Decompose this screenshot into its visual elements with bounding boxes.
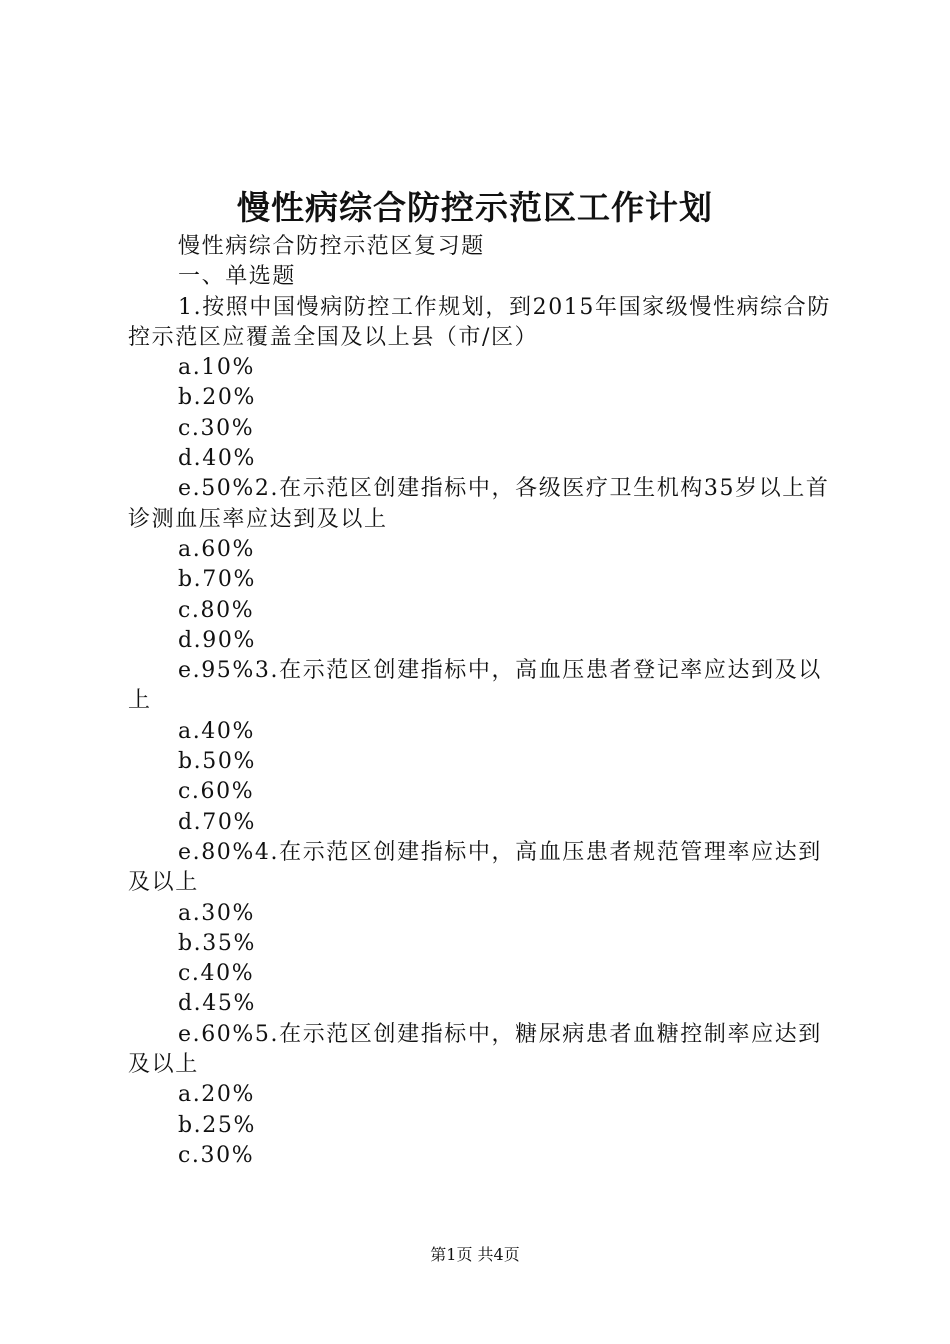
question-4: e.80%4.在示范区创建指标中，高血压患者规范管理率应达到及以上	[128, 839, 822, 896]
option-line: d.70%	[178, 809, 256, 835]
option-line: a.20%	[178, 1082, 256, 1108]
option-line: b.50%	[178, 749, 256, 775]
option-line: a.40%	[178, 718, 256, 744]
option-line: d.45%	[178, 991, 256, 1017]
document-title: 慢性病综合防控示范区工作计划	[237, 188, 713, 227]
question-1: 1.按照中国慢病防控工作规划，到2015年国家级慢性病综合防控示范区应覆盖全国及以上县（市/区）	[128, 294, 831, 350]
option-line: c.30%	[178, 415, 255, 441]
option-line: c.40%	[178, 961, 255, 987]
question-2: e.50%2.在示范区创建指标中，各级医疗卫生机构35岁以上首诊测血压率应达到及以上	[128, 476, 830, 532]
option-line: c.30%	[178, 1142, 255, 1168]
option-line: b.20%	[178, 385, 256, 411]
option-line: d.90%	[178, 627, 256, 653]
option-line: d.40%	[178, 446, 256, 472]
option-line: c.60%	[178, 779, 255, 805]
option-line: b.25%	[178, 1112, 256, 1138]
subtitle-line: 慢性病综合防控示范区复习题	[178, 234, 485, 259]
question-5: e.60%5.在示范区创建指标中，糖尿病患者血糖控制率应达到及以上	[128, 1021, 822, 1078]
document-body	[128, 232, 833, 1171]
option-line: c.80%	[178, 597, 255, 623]
option-line: a.10%	[178, 355, 256, 381]
question-3: e.95%3.在示范区创建指标中，高血压患者登记率应达到及以上	[128, 658, 822, 714]
page-number-footer: 第1页 共4页	[430, 1245, 520, 1264]
option-line: a.60%	[178, 536, 256, 562]
option-line: a.30%	[178, 900, 256, 926]
option-line: b.70%	[178, 567, 256, 593]
option-line: b.35%	[178, 930, 256, 956]
section-heading: 一、单选题	[178, 264, 297, 290]
